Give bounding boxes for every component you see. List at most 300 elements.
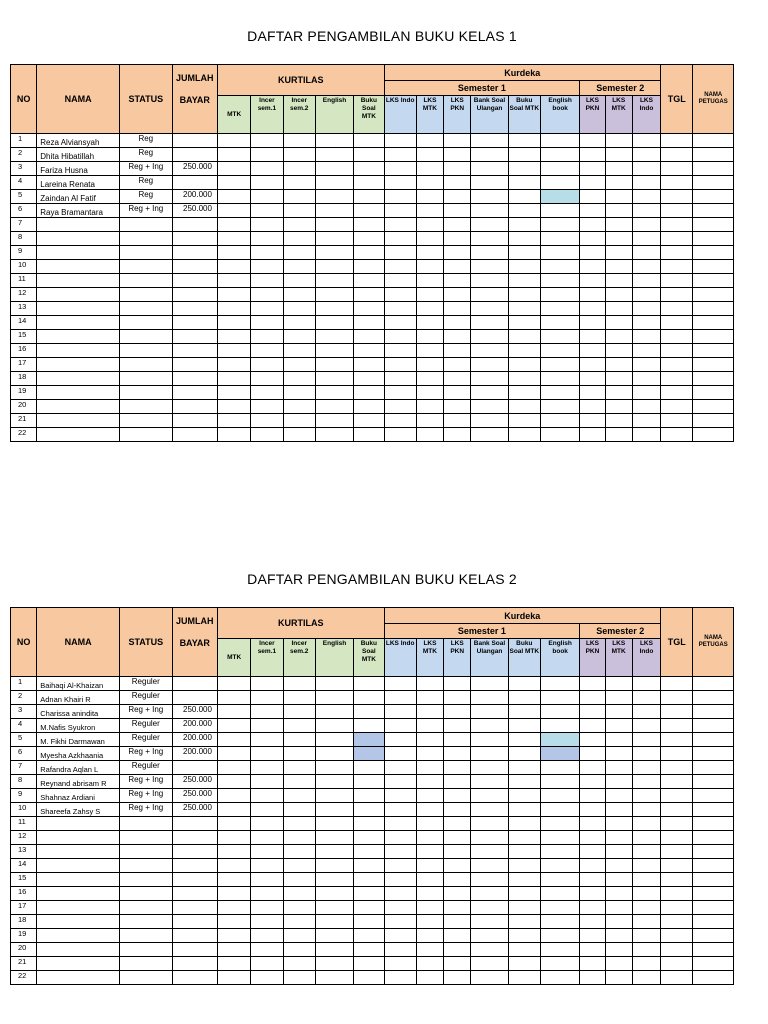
checklist-cell bbox=[283, 148, 315, 162]
checklist-cell bbox=[508, 232, 540, 246]
checklist-cell bbox=[580, 190, 605, 204]
checklist-cell bbox=[444, 691, 471, 705]
checklist-cell bbox=[416, 915, 443, 929]
checklist-cell bbox=[540, 775, 579, 789]
student-name bbox=[37, 915, 120, 929]
checklist-cell bbox=[354, 372, 384, 386]
checklist-cell bbox=[416, 176, 443, 190]
checklist-cell bbox=[693, 747, 734, 761]
checklist-cell bbox=[283, 246, 315, 260]
checklist-cell bbox=[251, 943, 283, 957]
checklist-cell bbox=[540, 761, 579, 775]
checklist-cell bbox=[217, 358, 250, 372]
student-name: Dhita Hibatillah bbox=[37, 148, 120, 162]
checklist-cell bbox=[444, 372, 471, 386]
checklist-cell bbox=[354, 957, 384, 971]
checklist-cell bbox=[384, 162, 416, 176]
checklist-cell bbox=[471, 761, 508, 775]
checklist-cell bbox=[632, 761, 660, 775]
student-name bbox=[37, 887, 120, 901]
checklist-cell bbox=[508, 358, 540, 372]
header-semester-2: Semester 2 bbox=[580, 81, 661, 96]
student-name bbox=[37, 859, 120, 873]
checklist-cell bbox=[251, 719, 283, 733]
checklist-cell bbox=[354, 943, 384, 957]
checklist-cell bbox=[471, 274, 508, 288]
checklist-cell bbox=[508, 929, 540, 943]
student-status: Reguler bbox=[120, 761, 173, 775]
checklist-cell bbox=[315, 691, 353, 705]
checklist-cell bbox=[416, 705, 443, 719]
header-no: NO bbox=[11, 608, 37, 677]
checklist-cell bbox=[632, 719, 660, 733]
student-status: Reg + Ing bbox=[120, 803, 173, 817]
checklist-cell bbox=[693, 831, 734, 845]
checklist-cell bbox=[283, 134, 315, 148]
checklist-cell bbox=[217, 789, 250, 803]
checklist-cell bbox=[384, 677, 416, 691]
checklist-cell bbox=[580, 971, 605, 985]
checklist-cell bbox=[444, 775, 471, 789]
checklist-cell bbox=[315, 148, 353, 162]
checklist-cell bbox=[471, 789, 508, 803]
checklist-cell bbox=[540, 134, 579, 148]
checklist-cell bbox=[354, 358, 384, 372]
checklist-cell bbox=[354, 190, 384, 204]
student-status bbox=[120, 971, 173, 985]
checklist-cell bbox=[632, 260, 660, 274]
checklist-cell bbox=[508, 803, 540, 817]
checklist-cell bbox=[661, 831, 693, 845]
col-sem1-bank-soal-ulangan: Bank Soal Ulangan bbox=[471, 639, 508, 677]
checklist-cell bbox=[580, 204, 605, 218]
table-row bbox=[11, 733, 734, 747]
row-number: 18 bbox=[11, 372, 37, 386]
checklist-cell bbox=[315, 887, 353, 901]
checklist-cell bbox=[217, 260, 250, 274]
checklist-cell bbox=[416, 414, 443, 428]
checklist-cell bbox=[444, 428, 471, 442]
student-name bbox=[37, 428, 120, 442]
checklist-cell bbox=[251, 747, 283, 761]
checklist-cell bbox=[580, 232, 605, 246]
checklist-cell bbox=[251, 260, 283, 274]
checklist-cell bbox=[384, 386, 416, 400]
row-number: 6 bbox=[11, 204, 37, 218]
col-sem1-lks-mtk: LKS MTK bbox=[416, 96, 443, 134]
checklist-cell bbox=[416, 859, 443, 873]
col-kurtilas-incer-sem2: Incer sem.2 bbox=[283, 96, 315, 134]
checklist-cell bbox=[632, 134, 660, 148]
checklist-cell bbox=[580, 943, 605, 957]
student-status bbox=[120, 386, 173, 400]
checklist-cell bbox=[251, 929, 283, 943]
checklist-cell bbox=[693, 929, 734, 943]
row-number: 11 bbox=[11, 274, 37, 288]
checklist-cell bbox=[632, 330, 660, 344]
payment-amount bbox=[172, 817, 217, 831]
checklist-cell bbox=[283, 400, 315, 414]
student-name: Reynand abrisam R bbox=[37, 775, 120, 789]
checklist-cell bbox=[251, 705, 283, 719]
checklist-cell bbox=[354, 845, 384, 859]
student-name bbox=[37, 316, 120, 330]
checklist-cell bbox=[217, 316, 250, 330]
payment-amount bbox=[172, 691, 217, 705]
payment-amount bbox=[172, 873, 217, 887]
checklist-cell bbox=[693, 316, 734, 330]
checklist-cell bbox=[540, 218, 579, 232]
checklist-cell bbox=[693, 302, 734, 316]
row-number: 15 bbox=[11, 330, 37, 344]
checklist-cell bbox=[693, 691, 734, 705]
student-name: Raya Bramantara bbox=[37, 204, 120, 218]
checklist-cell bbox=[384, 873, 416, 887]
checklist-cell bbox=[471, 428, 508, 442]
kelas-2-section bbox=[10, 565, 734, 985]
checklist-cell bbox=[283, 803, 315, 817]
student-name bbox=[37, 344, 120, 358]
checklist-cell bbox=[508, 747, 540, 761]
checklist-cell bbox=[315, 831, 353, 845]
checklist-cell bbox=[251, 218, 283, 232]
col-kurtilas-incer-sem1: Incer sem.1 bbox=[251, 639, 283, 677]
checklist-cell bbox=[508, 288, 540, 302]
col-sem2-lks-pkn: LKS PKN bbox=[580, 639, 605, 677]
checklist-cell bbox=[444, 789, 471, 803]
checklist-cell bbox=[283, 274, 315, 288]
checklist-cell bbox=[416, 204, 443, 218]
checklist-cell bbox=[354, 162, 384, 176]
checklist-cell bbox=[444, 176, 471, 190]
checklist-cell bbox=[384, 775, 416, 789]
checklist-cell bbox=[444, 162, 471, 176]
checklist-cell bbox=[416, 190, 443, 204]
checklist-cell bbox=[661, 204, 693, 218]
header-semester-1: Semester 1 bbox=[384, 81, 580, 96]
checklist-cell bbox=[217, 400, 250, 414]
checklist-cell bbox=[632, 344, 660, 358]
checklist-cell bbox=[315, 260, 353, 274]
checklist-cell bbox=[693, 677, 734, 691]
checklist-cell bbox=[605, 414, 632, 428]
student-status bbox=[120, 901, 173, 915]
checklist-cell bbox=[605, 176, 632, 190]
checklist-cell bbox=[693, 148, 734, 162]
table-row bbox=[11, 428, 734, 442]
checklist-cell bbox=[283, 372, 315, 386]
checklist-cell bbox=[540, 733, 579, 747]
checklist-cell bbox=[217, 719, 250, 733]
row-number: 22 bbox=[11, 971, 37, 985]
student-name bbox=[37, 971, 120, 985]
checklist-cell bbox=[540, 190, 579, 204]
row-number: 11 bbox=[11, 817, 37, 831]
checklist-cell bbox=[661, 232, 693, 246]
checklist-cell bbox=[693, 845, 734, 859]
kelas-2-table bbox=[10, 607, 734, 985]
checklist-cell bbox=[693, 733, 734, 747]
col-kurtilas-mtk: MTK bbox=[217, 96, 250, 134]
checklist-cell bbox=[471, 246, 508, 260]
table-row bbox=[11, 274, 734, 288]
checklist-cell bbox=[693, 705, 734, 719]
checklist-cell bbox=[632, 358, 660, 372]
checklist-cell bbox=[315, 400, 353, 414]
checklist-cell bbox=[354, 901, 384, 915]
checklist-cell bbox=[416, 873, 443, 887]
checklist-cell bbox=[444, 232, 471, 246]
checklist-cell bbox=[251, 761, 283, 775]
checklist-cell bbox=[508, 190, 540, 204]
checklist-cell bbox=[540, 358, 579, 372]
checklist-cell bbox=[416, 134, 443, 148]
checklist-cell bbox=[251, 400, 283, 414]
payment-amount bbox=[172, 400, 217, 414]
checklist-cell bbox=[283, 677, 315, 691]
payment-amount bbox=[172, 232, 217, 246]
checklist-cell bbox=[283, 260, 315, 274]
checklist-cell bbox=[315, 358, 353, 372]
checklist-cell bbox=[444, 901, 471, 915]
checklist-cell bbox=[605, 775, 632, 789]
col-kurtilas-incer-sem1: Incer sem.1 bbox=[251, 96, 283, 134]
student-name bbox=[37, 274, 120, 288]
table-row bbox=[11, 705, 734, 719]
table-row bbox=[11, 386, 734, 400]
header-tgl: TGL bbox=[661, 608, 693, 677]
checklist-cell bbox=[605, 845, 632, 859]
student-status bbox=[120, 288, 173, 302]
table-row bbox=[11, 929, 734, 943]
checklist-cell bbox=[354, 719, 384, 733]
header-nama-petugas: NAMA PETUGAS bbox=[693, 608, 734, 677]
table-row bbox=[11, 414, 734, 428]
student-status bbox=[120, 218, 173, 232]
checklist-cell bbox=[540, 915, 579, 929]
checklist-cell bbox=[661, 747, 693, 761]
checklist-cell bbox=[632, 705, 660, 719]
checklist-cell bbox=[354, 691, 384, 705]
checklist-cell bbox=[251, 330, 283, 344]
payment-amount bbox=[172, 887, 217, 901]
checklist-cell bbox=[217, 845, 250, 859]
checklist-cell bbox=[580, 957, 605, 971]
checklist-cell bbox=[471, 162, 508, 176]
checklist-cell bbox=[354, 705, 384, 719]
checklist-cell bbox=[315, 901, 353, 915]
checklist-cell bbox=[580, 386, 605, 400]
checklist-cell bbox=[580, 316, 605, 330]
checklist-cell bbox=[540, 288, 579, 302]
student-status: Reg + Ing bbox=[120, 789, 173, 803]
checklist-cell bbox=[217, 274, 250, 288]
checklist-cell bbox=[354, 316, 384, 330]
checklist-cell bbox=[283, 789, 315, 803]
checklist-cell bbox=[661, 845, 693, 859]
checklist-cell bbox=[471, 176, 508, 190]
checklist-cell bbox=[217, 288, 250, 302]
student-status: Reguler bbox=[120, 733, 173, 747]
table-row bbox=[11, 789, 734, 803]
student-status: Reguler bbox=[120, 719, 173, 733]
payment-amount bbox=[172, 358, 217, 372]
header-kurdeka: Kurdeka bbox=[384, 65, 661, 81]
checklist-cell bbox=[384, 887, 416, 901]
student-name bbox=[37, 386, 120, 400]
checklist-cell bbox=[580, 775, 605, 789]
checklist-cell bbox=[605, 803, 632, 817]
checklist-cell bbox=[315, 761, 353, 775]
student-status bbox=[120, 845, 173, 859]
student-status bbox=[120, 330, 173, 344]
checklist-cell bbox=[605, 901, 632, 915]
checklist-cell bbox=[384, 845, 416, 859]
checklist-cell bbox=[605, 719, 632, 733]
table-row bbox=[11, 957, 734, 971]
checklist-cell bbox=[251, 831, 283, 845]
checklist-cell bbox=[632, 232, 660, 246]
checklist-cell bbox=[283, 414, 315, 428]
checklist-cell bbox=[217, 330, 250, 344]
checklist-cell bbox=[471, 873, 508, 887]
checklist-cell bbox=[540, 943, 579, 957]
payment-amount bbox=[172, 344, 217, 358]
checklist-cell bbox=[605, 789, 632, 803]
checklist-cell bbox=[580, 845, 605, 859]
checklist-cell bbox=[444, 719, 471, 733]
student-status: Reg bbox=[120, 134, 173, 148]
checklist-cell bbox=[632, 887, 660, 901]
checklist-cell bbox=[416, 929, 443, 943]
checklist-cell bbox=[580, 274, 605, 288]
row-number: 18 bbox=[11, 915, 37, 929]
checklist-cell bbox=[444, 358, 471, 372]
header-jumlah: JUMLAH bbox=[175, 73, 214, 83]
checklist-cell bbox=[444, 274, 471, 288]
checklist-cell bbox=[354, 400, 384, 414]
payment-amount bbox=[172, 915, 217, 929]
checklist-cell bbox=[416, 162, 443, 176]
kelas-1-header bbox=[11, 65, 734, 134]
student-status: Reg bbox=[120, 176, 173, 190]
student-status: Reg + Ing bbox=[120, 204, 173, 218]
checklist-cell bbox=[444, 190, 471, 204]
student-status bbox=[120, 428, 173, 442]
checklist-cell bbox=[444, 971, 471, 985]
checklist-cell bbox=[661, 915, 693, 929]
checklist-cell bbox=[540, 428, 579, 442]
checklist-cell bbox=[384, 134, 416, 148]
checklist-cell bbox=[540, 971, 579, 985]
checklist-cell bbox=[416, 148, 443, 162]
checklist-cell bbox=[444, 260, 471, 274]
checklist-cell bbox=[444, 218, 471, 232]
checklist-cell bbox=[605, 330, 632, 344]
checklist-cell bbox=[217, 344, 250, 358]
checklist-cell bbox=[632, 873, 660, 887]
checklist-cell bbox=[693, 943, 734, 957]
table-row bbox=[11, 943, 734, 957]
checklist-cell bbox=[632, 677, 660, 691]
checklist-cell bbox=[661, 873, 693, 887]
table-row bbox=[11, 845, 734, 859]
col-kurtilas-buku-soal-mtk: Buku Soal MTK bbox=[354, 639, 384, 677]
header-jumlah: JUMLAH bbox=[175, 616, 214, 626]
checklist-cell bbox=[540, 148, 579, 162]
checklist-cell bbox=[416, 845, 443, 859]
checklist-cell bbox=[661, 859, 693, 873]
payment-amount bbox=[172, 971, 217, 985]
checklist-cell bbox=[693, 386, 734, 400]
checklist-cell bbox=[471, 302, 508, 316]
checklist-cell bbox=[283, 344, 315, 358]
checklist-cell bbox=[605, 260, 632, 274]
checklist-cell bbox=[416, 330, 443, 344]
checklist-cell bbox=[251, 971, 283, 985]
checklist-cell bbox=[580, 761, 605, 775]
checklist-cell bbox=[540, 204, 579, 218]
checklist-cell bbox=[508, 372, 540, 386]
student-name bbox=[37, 817, 120, 831]
checklist-cell bbox=[661, 929, 693, 943]
row-number: 20 bbox=[11, 943, 37, 957]
row-number: 1 bbox=[11, 134, 37, 148]
checklist-cell bbox=[580, 344, 605, 358]
checklist-cell bbox=[444, 246, 471, 260]
student-name: Zaindan Al Fatif bbox=[37, 190, 120, 204]
table-row bbox=[11, 817, 734, 831]
checklist-cell bbox=[315, 915, 353, 929]
checklist-cell bbox=[580, 873, 605, 887]
checklist-cell bbox=[508, 400, 540, 414]
student-name: M. Fikhi Darmawan bbox=[37, 733, 120, 747]
checklist-cell bbox=[416, 400, 443, 414]
checklist-cell bbox=[251, 134, 283, 148]
header-bayar: BAYAR bbox=[179, 638, 210, 648]
checklist-cell bbox=[354, 148, 384, 162]
table-row bbox=[11, 691, 734, 705]
row-number: 19 bbox=[11, 386, 37, 400]
kelas-1-title: DAFTAR PENGAMBILAN BUKU KELAS 1 bbox=[247, 28, 517, 44]
checklist-cell bbox=[283, 204, 315, 218]
checklist-cell bbox=[315, 372, 353, 386]
checklist-cell bbox=[283, 817, 315, 831]
checklist-cell bbox=[251, 803, 283, 817]
checklist-cell bbox=[315, 288, 353, 302]
checklist-cell bbox=[605, 288, 632, 302]
checklist-cell bbox=[508, 691, 540, 705]
student-status bbox=[120, 887, 173, 901]
table-row bbox=[11, 134, 734, 148]
checklist-cell bbox=[471, 845, 508, 859]
checklist-cell bbox=[605, 218, 632, 232]
checklist-cell bbox=[251, 148, 283, 162]
checklist-cell bbox=[444, 677, 471, 691]
checklist-cell bbox=[384, 859, 416, 873]
checklist-cell bbox=[693, 428, 734, 442]
student-name: Charissa anindita bbox=[37, 705, 120, 719]
payment-amount bbox=[172, 677, 217, 691]
table-row bbox=[11, 330, 734, 344]
checklist-cell bbox=[283, 733, 315, 747]
student-name bbox=[37, 372, 120, 386]
checklist-cell bbox=[540, 344, 579, 358]
checklist-cell bbox=[580, 803, 605, 817]
checklist-cell bbox=[693, 817, 734, 831]
checklist-cell bbox=[217, 887, 250, 901]
table-row bbox=[11, 761, 734, 775]
